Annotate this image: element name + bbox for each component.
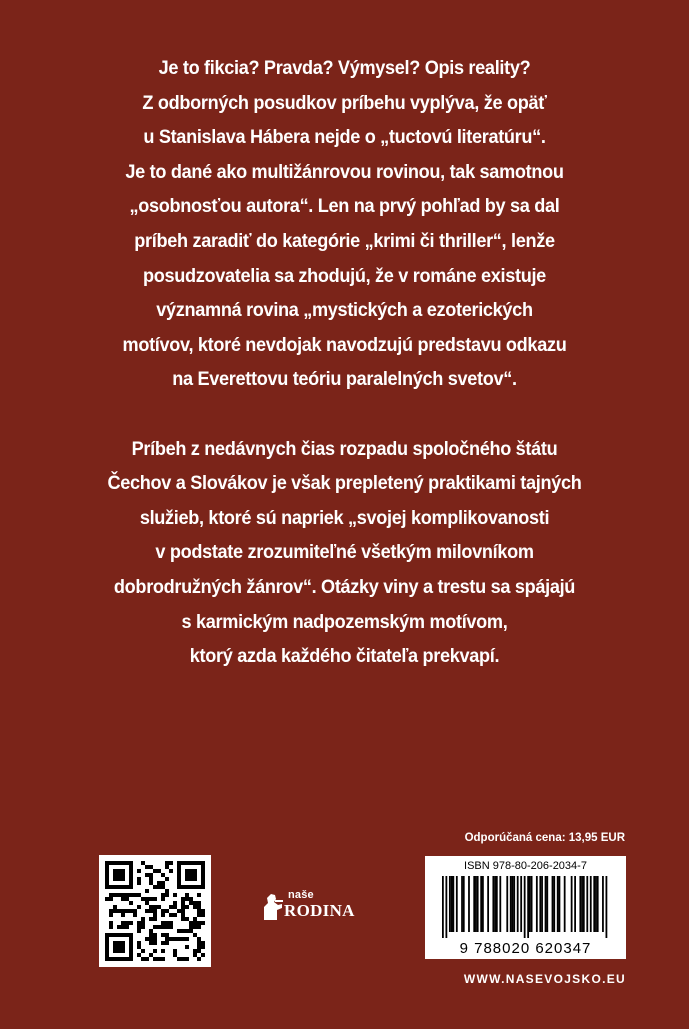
blurb-line: príbeh zaradiť do kategórie „krimi či thriller“, lenže [134,229,555,252]
logo-word-nase: naše [288,889,314,901]
qr-code [99,855,211,967]
isbn-label: ISBN 978-80-206-2034-7 [464,860,587,872]
blurb-line: u Stanislava Hábera nejde o „tuctovú literatúru“. [143,126,546,149]
soldier-icon [262,891,284,921]
barcode-graphic [442,876,609,938]
blurb-paragraph-2 [61,432,627,674]
blurb-line: s karmickým nadpozemským motívom, [181,610,508,633]
publisher-logo [262,889,378,929]
blurb-line: na Everettovu teóriu paralelných svetov“. [172,368,517,391]
blurb-line: Z odborných posudkov príbehu vyplýva, že opäť [142,91,547,114]
isbn-barcode [425,856,626,959]
qr-code-graphic [105,861,205,961]
blurb-line: Príbeh z nedávnych čias rozpadu spoločného štátu [131,437,558,460]
blurb-line: motívov, ktoré nevdojak navodzujú predstavu odkazu [122,333,567,356]
blurb-line: „osobnosťou autora“. Len na prvý pohľad by sa dal [129,195,560,218]
blurb-line: dobrodružných žánrov“. Otázky viny a trestu sa spájajú [113,575,576,598]
blurb-paragraph-1 [61,51,627,397]
recommended-price: Odporúčaná cena: 13,95 EUR [464,832,625,844]
blurb-line: posudzovatelia sa zhodujú, že v románe existuje [143,264,546,287]
blurb-text [40,51,649,674]
blurb-line: služieb, ktoré sú napriek „svojej komplikovanosti [139,506,550,529]
blurb-line: Čechov a Slovákov je však prepletený praktikami tajných [107,472,582,495]
blurb-line: ktorý azda každého čitateľa prekvapí. [189,645,500,668]
blurb-line: Je to dané ako multižánrovou rovinou, tak samotnou [125,160,564,183]
blurb-line: Je to fikcia? Pravda? Výmysel? Opis reality? [158,57,531,79]
logo-word-rodina: RODINA [284,901,355,920]
barcode-digits: 9 788020 620347 [459,940,592,957]
blurb-line: v podstate zrozumiteľné všetkým milovníkom [155,541,534,564]
blurb-line: významná rovina „mystických a ezoterických [156,299,533,322]
website-url: WWW.NASEVOJSKO.EU [463,972,626,986]
